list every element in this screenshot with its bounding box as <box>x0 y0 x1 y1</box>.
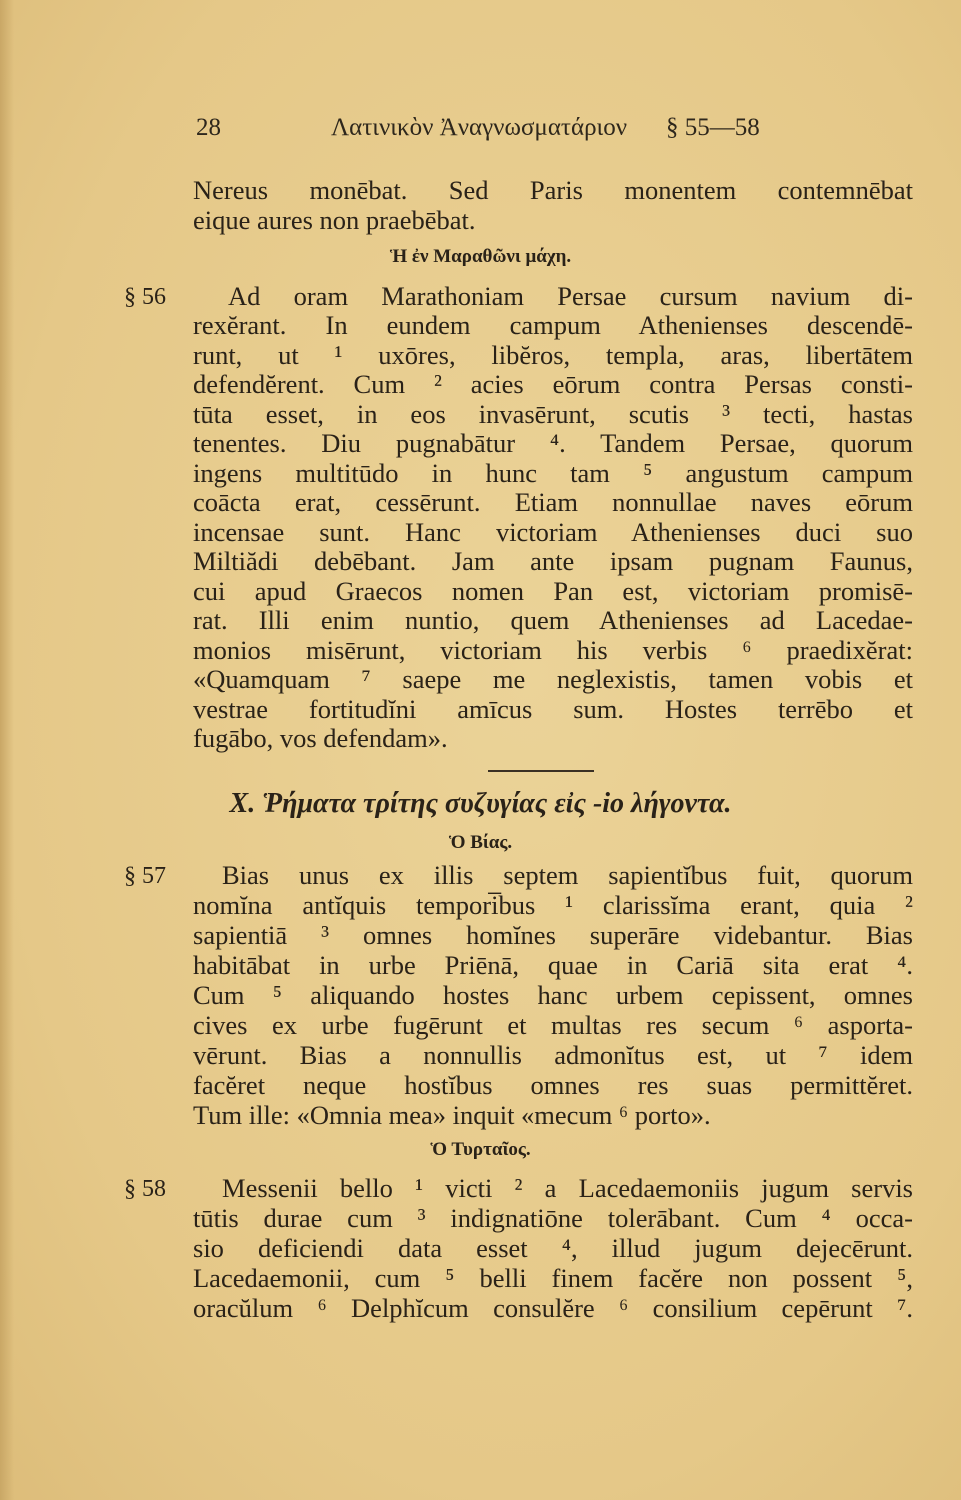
text-line: nomĭna antĭquis tempori̅bus ¹ clarissĭma erant, quia ² <box>193 890 913 920</box>
text-line: fugābo, vos defendam». <box>193 723 448 753</box>
text-line: Tum ille: «Omnia mea» inquit «mecum ⁶ porto». <box>193 1100 711 1130</box>
text-line: tūtis durae cum ³ indignatiōne tolerābant. Cum ⁴ occa- <box>193 1203 913 1233</box>
text-line: incensae sunt. Hanc victoriam Athenienses duci suo <box>193 517 913 547</box>
section-heading: Ἡ ἐν Μαραθῶνι μάχη. <box>389 246 572 267</box>
section-heading: Ὁ Τυρταῖος. <box>430 1139 531 1160</box>
text-line: Ad oram Marathoniam Persae cursum navium di- <box>228 281 913 311</box>
text-line: habitābat in urbe Priēnā, quae in Cariā sita erat ⁴. <box>193 950 913 980</box>
text-line: sapientiā ³ omnes homĭnes superāre videbantur. Bias <box>193 920 913 950</box>
chapter-title <box>0 788 961 820</box>
text-line: sio deficiendi data esset ⁴, illud jugum dejecērunt. <box>193 1233 913 1263</box>
text-line: defendĕrent. Cum ² acies eōrum contra Persas consti- <box>193 369 913 399</box>
running-title: Λατινικὸν Ἀναγνωσματάριον <box>331 114 628 141</box>
chapter-heading: Ῥήματα τρίτης συζυγίας εἰς -io λήγοντα. <box>262 788 732 819</box>
paragraph-label: § 58 <box>124 1176 166 1202</box>
text-line: coācta erat, cessērunt. Etiam nonnullae naves eōrum <box>193 487 913 517</box>
page-edge-shadow <box>0 0 14 1500</box>
text-line: Nereus monēbat. Sed Paris monentem contemnēbat <box>193 175 913 205</box>
text-line: rat. Illi enim nuntio, quem Athenienses ad Lacedae- <box>193 605 913 635</box>
text-line: monios misērunt, victoriam his verbis ⁶ praedixĕrat: <box>193 635 913 665</box>
section-range: § 55—58 <box>666 114 760 141</box>
text-line: cui apud Graecos nomen Pan est, victoriam promisē- <box>193 576 913 606</box>
text-line: Messenii bello ¹ victi ² a Lacedaemoniis jugum servis <box>222 1173 913 1203</box>
text-line: vērunt. Bias a nonnullis admonĭtus est, ut ⁷ idem <box>193 1040 913 1070</box>
text-line: rexĕrant. In eundem campum Athenienses descendē- <box>193 310 913 340</box>
text-line: Bias unus ex illis septem sapientĭbus fuit, quorum <box>222 860 913 890</box>
text-line: tenentes. Diu pugnabātur ⁴. Tandem Persae, quorum <box>193 428 913 458</box>
text-line: facĕret neque hostĭbus omnes res suas permittĕret. <box>193 1070 913 1100</box>
page-number: 28 <box>196 114 221 141</box>
text-line: ingens multitūdo in hunc tam ⁵ angustum campum <box>193 458 913 488</box>
text-line: Cum ⁵ aliquando hostes hanc urbem cepissent, omnes <box>193 980 913 1010</box>
text-line: «Quamquam ⁷ saepe me neglexistis, tamen vobis et <box>193 664 913 694</box>
section-heading: Ὁ Βίας. <box>448 832 513 853</box>
section-divider <box>488 770 594 772</box>
chapter-numeral: X. <box>229 788 256 819</box>
text-line: runt, ut ¹ uxōres, libĕros, templa, aras, libertātem <box>193 340 913 370</box>
paragraph-label: § 56 <box>124 284 166 310</box>
text-line: vestrae fortitudĭni amīcus sum. Hostes terrēbo et <box>193 694 913 724</box>
text-line: cives ex urbe fugērunt et multas res secum ⁶ asporta- <box>193 1010 913 1040</box>
text-line: oracŭlum ⁶ Delphĭcum consulĕre ⁶ consilium cepērunt ⁷. <box>193 1293 913 1323</box>
running-header <box>196 114 816 148</box>
text-line: eique aures non praebēbat. <box>193 205 476 235</box>
text-line: Miltiădi debēbant. Jam ante ipsam pugnam Faunus, <box>193 546 913 576</box>
text-line: Lacedaemonii, cum ⁵ belli finem facĕre non possent ⁵, <box>193 1263 913 1293</box>
text-line: tūta esset, in eos invasērunt, scutis ³ tecti, hastas <box>193 399 913 429</box>
paragraph-label: § 57 <box>124 863 166 889</box>
